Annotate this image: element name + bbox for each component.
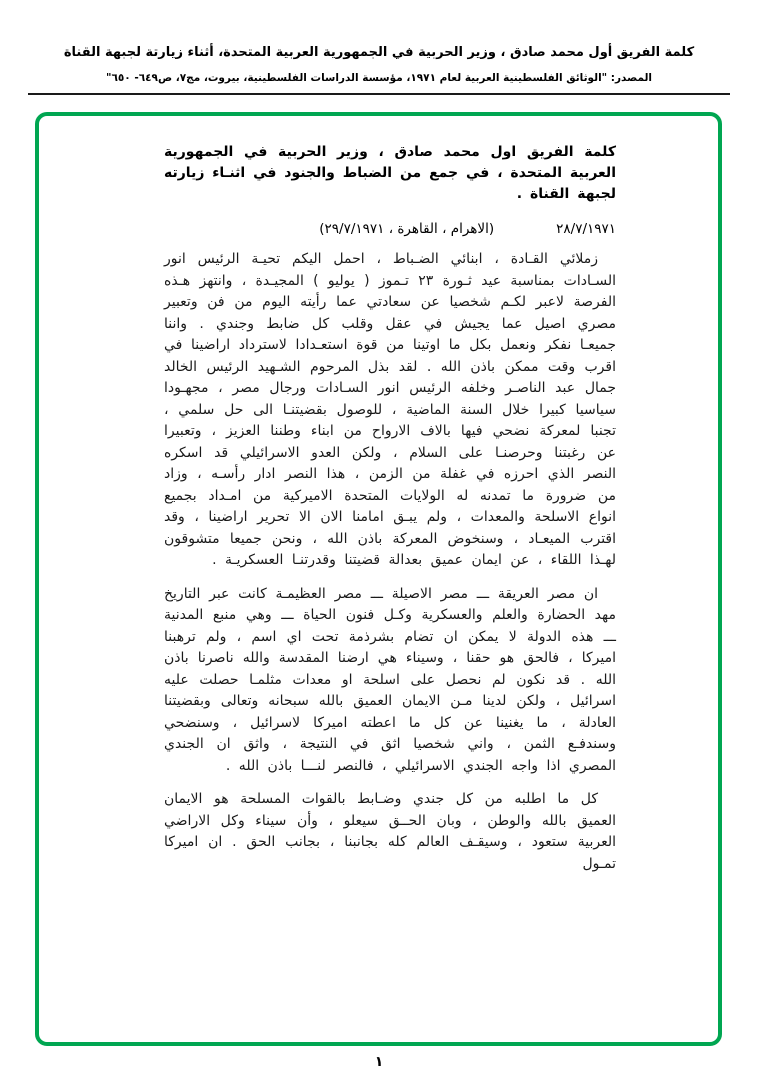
paragraph-2: ان مصر العريقة ـــ مصر الاصيلة ـــ مصر العظيمـة كانت عبر التاريخ مهد الحضارة والعلم والعسكرية وكـل فنون الحياة ـــ وهي منبع المدنية ـــ هذه الدولة لا يمكن ان تضام بشرذمة تحت اي اسم ، ولم ترهبنا اميركا ، فالحق هو حقنا ، وسيناء هي ارضنا المقدسة والله ناصرنا باذن الله . قد نكون لم نحصل على اسلحة او معدات مثلمـا حصلت عليه اسرائيل ، ولكن لدينا مـن الايمان العميق بالله سبحانه وتعالى وبقضيتنا العادلة ، ما يغنينا عن كل ما اعطته اميركا لاسرائيل ، وسنضحي وسندفـع الثمن ، واني شخصيا اثق في النتيجة ، واثق ان الجندي المصري اذا واجه الجندي الاسرائيلي ، فالنصر لنـــا باذن الله . [164, 585, 616, 774]
document-border-box [35, 112, 722, 1046]
page-header [0, 0, 758, 84]
paragraph-3: كل ما اطلبه من كل جندي وضـابط بالقوات المسلحة هو الايمان العميق بالله والوطن ، وبان الحــق سيعلو ، وأن سيناء وكل الاراضي العربية ستعود ، وسيقـف العالم كله بجانبنا ، بجانب الحق . ان اميركا تمـول [164, 791, 616, 872]
page-number: ١ [374, 1054, 384, 1070]
document-attribution: (الاهرام ، القاهرة ، ٢٩/٧/١٩٧١) [319, 221, 495, 237]
header-divider [28, 93, 730, 95]
header-title: كلمة الفريق أول محمد صادق ، وزير الحربية في الجمهورية العربية المتحدة، أثناء زيارتة لجبهة القناة [63, 45, 695, 60]
source-line: المصدر: "الوثائق الفلسطينية العربية لعام ١٩٧١، مؤسسة الدراسات الفلسطينية، بيروت، مج٧، ص٦٤٩- ٦٥٠" [105, 72, 653, 84]
document-title: كلمة الفريق اول محمد صادق ، وزير الحربية في الجمهورية العربية المتحدة ، في جمع من الضباط والجنود في اثنـاء زيارته لجبهة القناة . [164, 144, 616, 202]
paragraph-1: زملائي القـادة ، ابنائي الضـباط ، احمل اليكم تحيـة الرئيس انور السـادات بمناسبة عيد ثـورة ٢٣ تـموز ( يوليو ) المجيـدة ، وانتهز هـذه الفرصة لاعبر لكـم شخصيا عن سعادتي عما رأيته اليوم من فن وتعبير مصري اصيل عما يجيش في عقل وقلب كل ضابط وجندي . واننا جميعـا نفكر ونعمل بكل ما اوتينا من قوة استعـدادا لاسترداد اراضينا في اقرب وقت ممكن باذن الله . لقد بذل المرحوم الشـهيد الرئيس الخالد جمال عبد الناصـر وخلفه الرئيس انور السـادات ورجال مصر ، مجهـودا سياسيا كبيرا خلال السنة الماضية ، للوصول بقضيتنـا الى حل سلمي ، تجنبا لمعركة نضحي فيها بالاف الارواح من ابناء وطننا العزيز ، وتعبيرا عن رغبتنا وحرصنـا على السلام ، ولكن العدو الاسرائيلي قد اسكره النصر الذي احرزه في غفلة من الزمن ، هذا النصر ادار رأسـه ، وزاد من ضرورة ما تمدنه له الولايات المتحدة الاميركية من امـداد بجميع انواع الاسلحة والمعدات ، ولم يبـق امامنا الان الا تحرير اراضينا ، وقد اقترب الميعـاد ، وسنخوض المعركة باذن الله ، ونحن جميعا متشوقون لهـذا اللقاء ، عن ايمان عميق بعدالة قضيتنا وقدرتنـا العسكريـة . [164, 251, 616, 568]
date-row [164, 221, 616, 237]
document-date: ٢٨/٧/١٩٧١ [556, 221, 616, 237]
